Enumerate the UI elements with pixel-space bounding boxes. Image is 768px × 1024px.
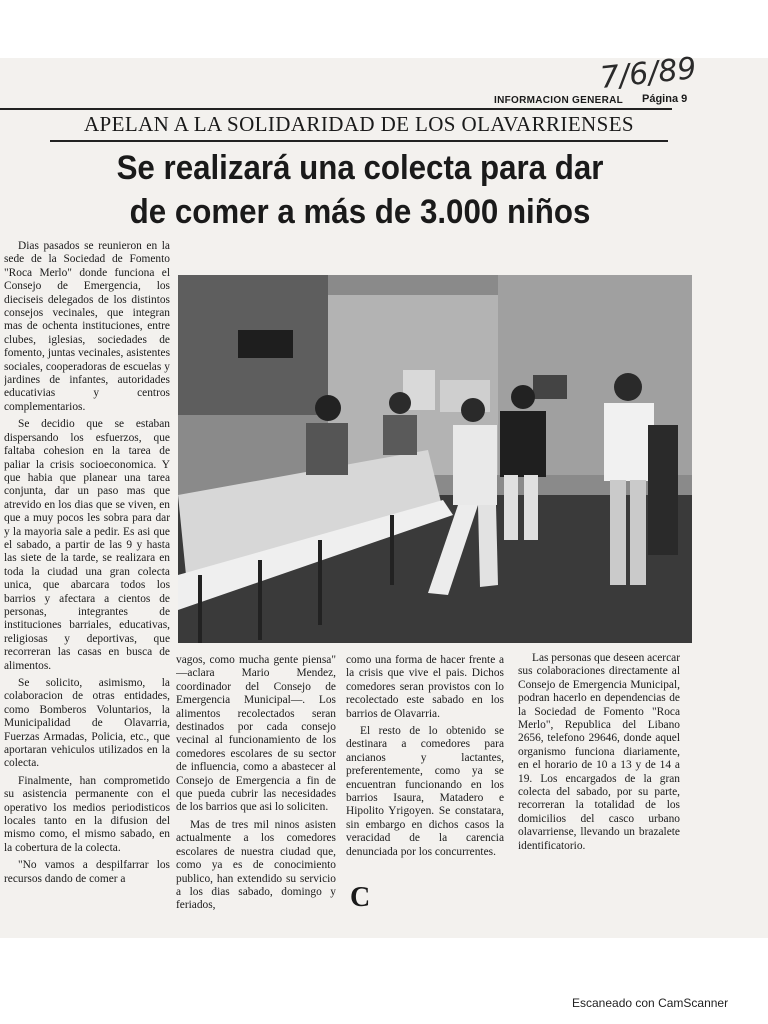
section-label: INFORMACION GENERAL bbox=[494, 95, 624, 106]
page-number: Página 9 bbox=[642, 93, 688, 105]
paragraph: Las personas que deseen acercar sus colaboraciones directamente al Consejo de Emergencia Municipal, podran hacerlo en dependencias de la Sociedad de Fomento "Roca Merlo", Republica del Libano 2656, telefono 29646, donde aquel organismo funciona diariamente, en el horario de 10 a 13 y de 14 a 19. Los encargados de la gran colecta del sabado, por su parte, recorreran la totalidad de los domicilios del casco urbano olavarriense, llevando un brazalete identificatorio. bbox=[518, 652, 680, 852]
paragraph: Se decidio que se estaban dispersando los esfuerzos, que faltaba cohesion en la tarea de paliar la crisis socioeconomica. Y que habia que planear una tarea conjunta, dar un paso mas que atrevido en los dias que se viven, en que a muy pocos les sobra para dar y la mayoria sale a pedir. Es asi que el sabado, a partir de las 9 y hasta las siete de la tarde, se realizara en toda la ciudad una gran colecta unica, que abarcara todos los barrios y afectara a cientos de personas, integrantes de instituciones barriales, educativas, religiosas y deportivas, que recorreran las casas en busca de alimentos. bbox=[4, 418, 170, 672]
text-column-2 bbox=[176, 654, 336, 932]
end-mark: C bbox=[350, 882, 371, 913]
paragraph: Mas de tres mil ninos asisten actualmente a los comedores escolares de nuestra ciudad que, como ya es de conocimiento publico, han extendido su servicio a los dias sabado, domingo y feriados, bbox=[176, 818, 336, 912]
article-kicker: APELAN A LA SOLIDARIDAD DE LOS OLAVARRIENSES bbox=[50, 112, 668, 142]
text-column-3 bbox=[346, 654, 504, 884]
paragraph: "No vamos a despilfarrar los recursos dando de comer a bbox=[4, 859, 170, 885]
paragraph: Se solicito, asimismo, la colaboracion de otras entidades, como Bomberos Voluntarios, la Municipalidad de Olavarria, Fuerzas Armadas, Policia, etc., que aportaran vehiculos utilizados en la colecta. bbox=[4, 677, 170, 770]
paragraph: vagos, como mucha gente piensa" —aclara Mario Mendez, coordinador del Consejo de Emergencia Municipal—. Los alimentos recolectados seran destinados por cada consejo vecinal al funcionamiento de los comedores escolares de su sector de influencia, como a abastecer al Consejo de Emergencia a fin de que pueda cubrir las necesidades de los barrios que asi lo soliciten. bbox=[176, 654, 336, 814]
paragraph: Dias pasados se reunieron en la sede de la Sociedad de Fomento "Roca Merlo" donde funciona el Consejo de Emergencia, los dieciseis delegados de los distintos consejos vecinales, que integran mas de ochenta instituciones, entre clubes, iglesias, sociedades de fomento, juntas vecinales, asistentes sociales, cooperadoras de escuelas y jardines de infantes, autoridades educativias y centros complementarios. bbox=[4, 240, 170, 413]
text-column-4 bbox=[518, 652, 680, 882]
headline-line-1: Se realizará una colecta para dar bbox=[116, 149, 604, 187]
text-column-1 bbox=[4, 240, 170, 934]
article-photo bbox=[178, 275, 692, 643]
handwritten-date: 7/6/89 bbox=[598, 51, 699, 96]
article-headline bbox=[66, 146, 655, 234]
scanner-watermark: Escaneado con CamScanner bbox=[572, 996, 729, 1010]
paragraph: Finalmente, han comprometido su asistencia permanente con el operativo los medios periodisticos locales tanto en la difusion del mismo como, el mismo sabado, en la cobertura de la colecta. bbox=[4, 774, 170, 854]
photo-illustration bbox=[178, 275, 692, 643]
paragraph: como una forma de hacer frente a la crisis que vive el pais. Dichos comedores seran provistos con lo recolectado este sabado en los barrios de Olavarria. bbox=[346, 654, 504, 720]
paragraph: El resto de lo obtenido se destinara a comedores para ancianos y lactantes, preferentemente, como ya se encuentran funcionando en los barrios Isaura, Matadero e Hipolito Yrigoyen. Se constatara, sin embargo en dichos casos la veracidad de la carencia denunciada por los concurrentes. bbox=[346, 725, 504, 858]
headline-line-2: de comer a más de 3.000 niños bbox=[129, 193, 591, 231]
header-rule bbox=[0, 108, 672, 110]
